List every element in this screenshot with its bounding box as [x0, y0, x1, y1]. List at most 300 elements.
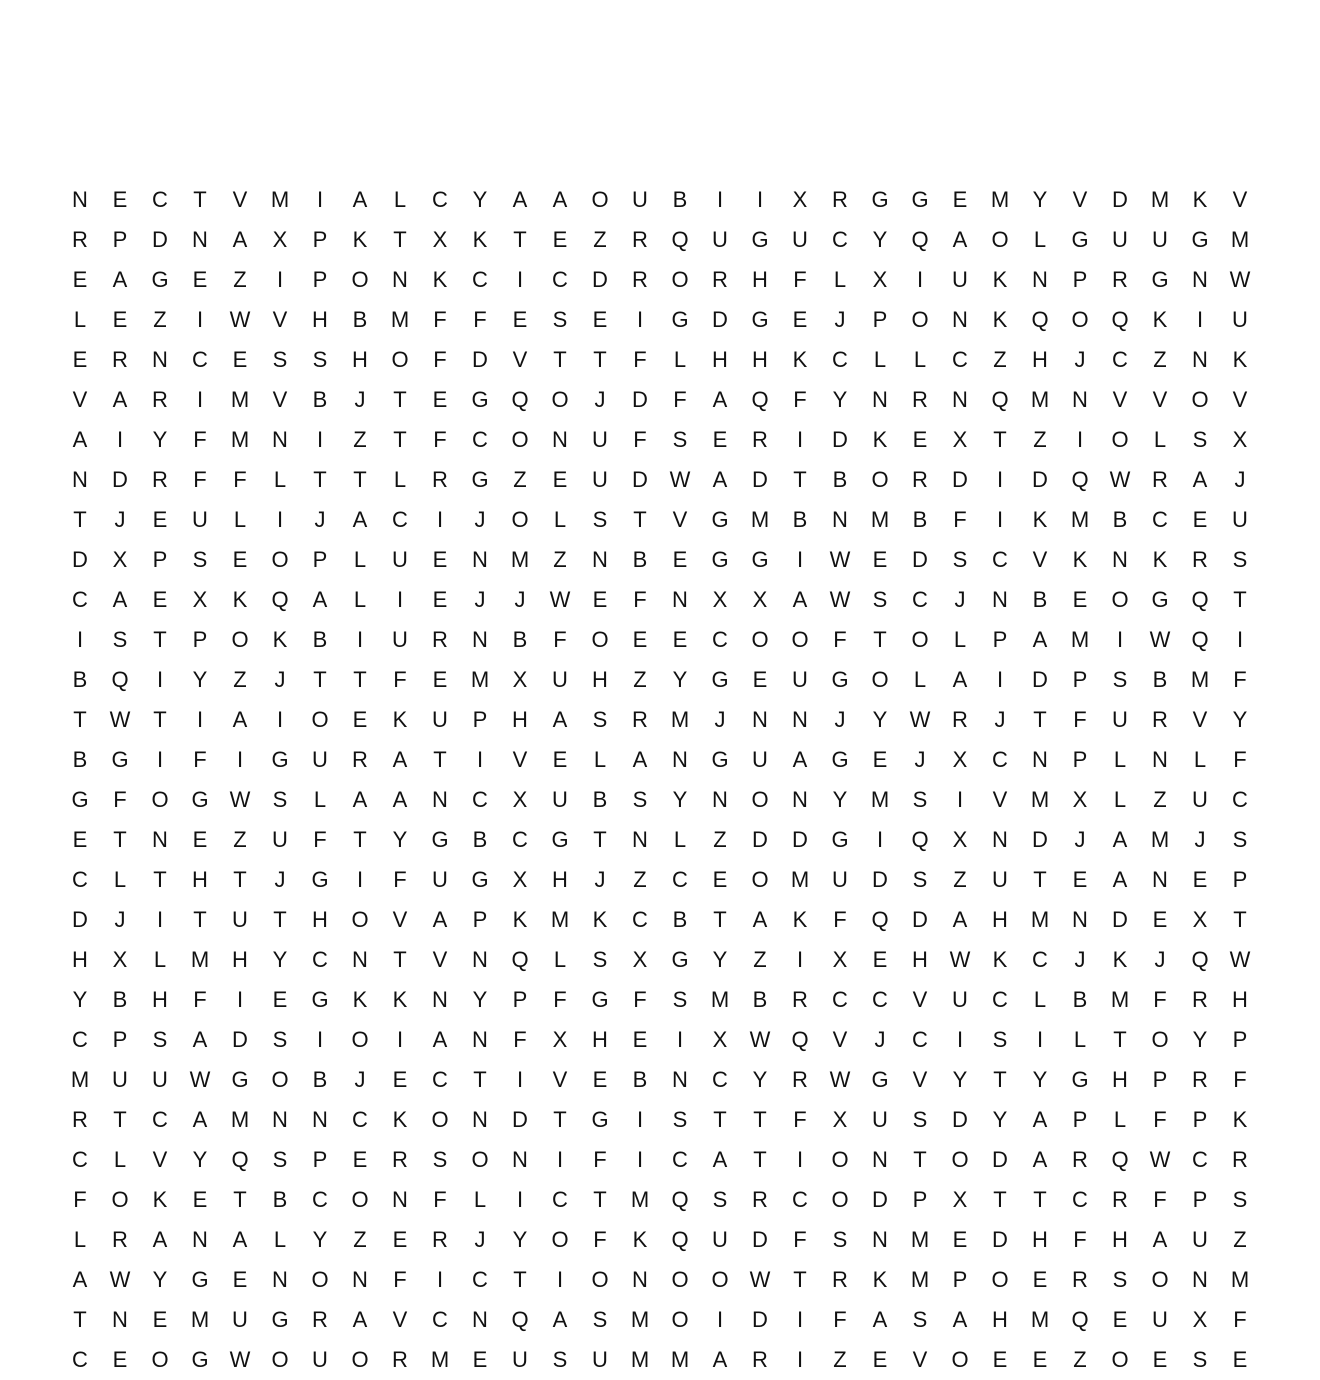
letter-cell[interactable]: A	[352, 1307, 368, 1332]
letter-cell[interactable]: M	[910, 1227, 930, 1252]
letter-cell[interactable]: K	[1112, 947, 1128, 972]
letter-cell[interactable]: K	[872, 1267, 888, 1292]
letter-cell[interactable]: E	[152, 507, 168, 532]
letter-cell[interactable]: E	[672, 547, 688, 572]
letter-cell[interactable]: N	[352, 1267, 368, 1292]
letter-cell[interactable]: J	[314, 507, 326, 532]
letter-cell[interactable]: T	[593, 347, 607, 372]
letter-cell[interactable]: T	[353, 667, 367, 692]
letter-cell[interactable]: B	[1032, 587, 1048, 612]
letter-cell[interactable]: L	[113, 867, 127, 892]
letter-cell[interactable]: M	[1070, 507, 1090, 532]
letter-cell[interactable]: S	[192, 547, 208, 572]
letter-cell[interactable]: G	[311, 987, 329, 1012]
letter-cell[interactable]: D	[72, 547, 88, 572]
letter-cell[interactable]: J	[474, 507, 486, 532]
letter-cell[interactable]: Q	[1071, 467, 1089, 492]
letter-cell[interactable]: G	[711, 507, 729, 532]
letter-cell[interactable]: D	[1112, 187, 1128, 212]
letter-cell[interactable]: S	[432, 1147, 448, 1172]
letter-cell[interactable]: U	[312, 1347, 328, 1372]
letter-cell[interactable]: O	[1071, 307, 1089, 332]
letter-cell[interactable]: N	[1192, 1267, 1208, 1292]
letter-cell[interactable]: T	[793, 1267, 807, 1292]
letter-cell[interactable]: N	[192, 1227, 208, 1252]
letter-cell[interactable]: X	[752, 587, 768, 612]
letter-cell[interactable]: E	[232, 1267, 248, 1292]
letter-cell[interactable]: J	[514, 587, 526, 612]
letter-cell[interactable]: U	[392, 547, 408, 572]
letter-cell[interactable]: N	[472, 547, 488, 572]
letter-cell[interactable]: I	[996, 667, 1004, 692]
letter-cell[interactable]: A	[352, 507, 368, 532]
letter-cell[interactable]: O	[991, 227, 1009, 252]
letter-cell[interactable]: N	[792, 707, 808, 732]
letter-cell[interactable]: T	[73, 507, 87, 532]
letter-cell[interactable]: R	[1072, 1147, 1088, 1172]
letter-cell[interactable]: U	[1112, 707, 1128, 732]
letter-cell[interactable]: E	[1032, 1347, 1048, 1372]
letter-cell[interactable]: S	[1112, 1267, 1128, 1292]
letter-cell[interactable]: P	[912, 1187, 928, 1212]
letter-cell[interactable]: C	[552, 1187, 568, 1212]
letter-cell[interactable]: H	[592, 1027, 608, 1052]
letter-cell[interactable]: F	[193, 467, 207, 492]
letter-cell[interactable]: M	[1070, 627, 1090, 652]
letter-cell[interactable]: E	[992, 1347, 1008, 1372]
letter-cell[interactable]: G	[431, 827, 449, 852]
letter-cell[interactable]: S	[952, 547, 968, 572]
letter-cell[interactable]: P	[312, 547, 328, 572]
letter-cell[interactable]: Z	[633, 867, 647, 892]
letter-cell[interactable]: Y	[672, 667, 688, 692]
letter-cell[interactable]: E	[72, 347, 88, 372]
letter-cell[interactable]: U	[632, 187, 648, 212]
letter-cell[interactable]: G	[671, 947, 689, 972]
letter-cell[interactable]: E	[72, 267, 88, 292]
letter-cell[interactable]: C	[72, 1027, 88, 1052]
letter-cell[interactable]: Y	[512, 1227, 528, 1252]
letter-cell[interactable]: S	[672, 987, 688, 1012]
letter-cell[interactable]: N	[1152, 747, 1168, 772]
letter-cell[interactable]: P	[992, 627, 1008, 652]
letter-cell[interactable]: I	[436, 507, 444, 532]
letter-cell[interactable]: I	[396, 1027, 404, 1052]
letter-cell[interactable]: B	[312, 387, 328, 412]
letter-cell[interactable]: E	[192, 827, 208, 852]
letter-cell[interactable]: U	[112, 1067, 128, 1092]
letter-cell[interactable]: E	[1232, 1347, 1248, 1372]
letter-cell[interactable]: V	[992, 787, 1008, 812]
letter-cell[interactable]: R	[712, 267, 728, 292]
letter-cell[interactable]: Z	[1233, 1227, 1247, 1252]
letter-cell[interactable]: J	[1194, 827, 1206, 852]
letter-cell[interactable]: Z	[353, 427, 367, 452]
letter-cell[interactable]: Z	[993, 347, 1007, 372]
letter-cell[interactable]: T	[313, 667, 327, 692]
letter-cell[interactable]: X	[792, 187, 808, 212]
letter-cell[interactable]: G	[751, 227, 769, 252]
letter-cell[interactable]: I	[396, 587, 404, 612]
letter-cell[interactable]: K	[792, 907, 808, 932]
letter-cell[interactable]: L	[873, 347, 887, 372]
letter-cell[interactable]: R	[832, 1267, 848, 1292]
letter-cell[interactable]: F	[793, 387, 807, 412]
letter-cell[interactable]: J	[274, 867, 286, 892]
letter-cell[interactable]: R	[1112, 267, 1128, 292]
letter-cell[interactable]: F	[633, 587, 647, 612]
letter-cell[interactable]: N	[792, 787, 808, 812]
letter-cell[interactable]: Y	[952, 1067, 968, 1092]
letter-cell[interactable]: A	[72, 1267, 88, 1292]
letter-cell[interactable]: F	[73, 1187, 87, 1212]
letter-cell[interactable]: F	[193, 987, 207, 1012]
letter-cell[interactable]: F	[833, 627, 847, 652]
letter-cell[interactable]: V	[672, 507, 688, 532]
letter-cell[interactable]: N	[1192, 347, 1208, 372]
letter-cell[interactable]: X	[272, 227, 288, 252]
letter-cell[interactable]: V	[512, 747, 528, 772]
letter-cell[interactable]: N	[472, 627, 488, 652]
letter-cell[interactable]: E	[952, 187, 968, 212]
letter-cell[interactable]: M	[630, 1347, 650, 1372]
letter-cell[interactable]: U	[592, 467, 608, 492]
letter-cell[interactable]: O	[1111, 427, 1129, 452]
letter-cell[interactable]: A	[712, 387, 728, 412]
letter-cell[interactable]: V	[232, 187, 248, 212]
letter-cell[interactable]: A	[1032, 1147, 1048, 1172]
letter-cell[interactable]: N	[192, 227, 208, 252]
letter-cell[interactable]: N	[872, 387, 888, 412]
letter-cell[interactable]: B	[312, 627, 328, 652]
letter-cell[interactable]: O	[351, 1347, 369, 1372]
letter-cell[interactable]: V	[832, 1027, 848, 1052]
letter-cell[interactable]: K	[272, 627, 288, 652]
letter-cell[interactable]: L	[913, 667, 927, 692]
letter-cell[interactable]: X	[832, 947, 848, 972]
letter-cell[interactable]: F	[1233, 1067, 1247, 1092]
letter-cell[interactable]: F	[473, 307, 487, 332]
letter-cell[interactable]: V	[432, 947, 448, 972]
letter-cell[interactable]: J	[1074, 947, 1086, 972]
letter-cell[interactable]: A	[1112, 827, 1128, 852]
letter-cell[interactable]: F	[433, 347, 447, 372]
letter-cell[interactable]: Q	[1071, 1307, 1089, 1332]
letter-cell[interactable]: U	[432, 867, 448, 892]
letter-cell[interactable]: P	[112, 1027, 128, 1052]
letter-cell[interactable]: F	[113, 787, 127, 812]
letter-cell[interactable]: N	[992, 827, 1008, 852]
letter-cell[interactable]: B	[1072, 987, 1088, 1012]
letter-cell[interactable]: C	[472, 267, 488, 292]
letter-cell[interactable]: G	[271, 747, 289, 772]
letter-cell[interactable]: F	[433, 1187, 447, 1212]
letter-cell[interactable]: Z	[833, 1347, 847, 1372]
letter-cell[interactable]: A	[712, 467, 728, 492]
letter-cell[interactable]: T	[753, 1147, 767, 1172]
letter-cell[interactable]: W	[189, 1067, 211, 1092]
letter-cell[interactable]: M	[1150, 827, 1170, 852]
letter-cell[interactable]: U	[552, 667, 568, 692]
letter-cell[interactable]: W	[1229, 267, 1251, 292]
letter-cell[interactable]: Q	[991, 387, 1009, 412]
letter-cell[interactable]: S	[912, 867, 928, 892]
letter-cell[interactable]: R	[632, 707, 648, 732]
letter-cell[interactable]: Y	[872, 707, 888, 732]
letter-cell[interactable]: V	[912, 1067, 928, 1092]
letter-cell[interactable]: I	[276, 507, 284, 532]
letter-cell[interactable]: I	[316, 187, 324, 212]
letter-cell[interactable]: N	[632, 1267, 648, 1292]
letter-cell[interactable]: O	[151, 787, 169, 812]
letter-cell[interactable]: O	[311, 707, 329, 732]
letter-cell[interactable]: J	[954, 587, 966, 612]
letter-cell[interactable]: N	[1192, 267, 1208, 292]
letter-cell[interactable]: E	[632, 627, 648, 652]
letter-cell[interactable]: C	[312, 1187, 328, 1212]
letter-cell[interactable]: W	[109, 707, 131, 732]
letter-cell[interactable]: I	[316, 1027, 324, 1052]
letter-cell[interactable]: U	[152, 1067, 168, 1092]
letter-cell[interactable]: A	[232, 227, 248, 252]
letter-cell[interactable]: U	[232, 1307, 248, 1332]
letter-cell[interactable]: S	[552, 307, 568, 332]
letter-cell[interactable]: X	[112, 547, 128, 572]
letter-cell[interactable]: E	[712, 427, 728, 452]
letter-cell[interactable]: I	[516, 1187, 524, 1212]
letter-cell[interactable]: G	[871, 1067, 889, 1092]
letter-cell[interactable]: C	[912, 1027, 928, 1052]
letter-cell[interactable]: T	[153, 707, 167, 732]
letter-cell[interactable]: E	[192, 267, 208, 292]
letter-cell[interactable]: T	[1033, 707, 1047, 732]
letter-cell[interactable]: O	[591, 187, 609, 212]
letter-cell[interactable]: M	[230, 1107, 250, 1132]
letter-cell[interactable]: L	[553, 947, 567, 972]
letter-cell[interactable]: O	[111, 1187, 129, 1212]
letter-cell[interactable]: G	[271, 1307, 289, 1332]
letter-cell[interactable]: R	[752, 427, 768, 452]
letter-cell[interactable]: O	[471, 1147, 489, 1172]
letter-cell[interactable]: L	[1033, 227, 1047, 252]
letter-cell[interactable]: T	[113, 827, 127, 852]
letter-cell[interactable]: F	[593, 1227, 607, 1252]
letter-cell[interactable]: O	[351, 907, 369, 932]
letter-cell[interactable]: R	[1192, 987, 1208, 1012]
letter-cell[interactable]: G	[471, 467, 489, 492]
letter-cell[interactable]: Y	[192, 667, 208, 692]
letter-cell[interactable]: O	[1151, 1027, 1169, 1052]
letter-cell[interactable]: K	[1232, 347, 1248, 372]
letter-cell[interactable]: A	[232, 707, 248, 732]
letter-cell[interactable]: P	[1192, 1187, 1208, 1212]
letter-cell[interactable]: Z	[593, 227, 607, 252]
letter-cell[interactable]: U	[232, 907, 248, 932]
letter-cell[interactable]: Y	[712, 947, 728, 972]
letter-cell[interactable]: R	[632, 267, 648, 292]
letter-cell[interactable]: W	[669, 467, 691, 492]
letter-cell[interactable]: A	[552, 187, 568, 212]
letter-cell[interactable]: R	[1192, 1067, 1208, 1092]
letter-cell[interactable]: O	[871, 467, 889, 492]
letter-cell[interactable]: F	[1153, 987, 1167, 1012]
letter-cell[interactable]: W	[229, 787, 251, 812]
letter-cell[interactable]: O	[911, 307, 929, 332]
letter-cell[interactable]: I	[996, 467, 1004, 492]
letter-cell[interactable]: D	[992, 1227, 1008, 1252]
letter-cell[interactable]: I	[796, 547, 804, 572]
letter-cell[interactable]: Q	[791, 1027, 809, 1052]
letter-cell[interactable]: P	[1072, 1107, 1088, 1132]
letter-cell[interactable]: K	[992, 947, 1008, 972]
letter-cell[interactable]: C	[632, 907, 648, 932]
letter-cell[interactable]: H	[1232, 987, 1248, 1012]
letter-cell[interactable]: I	[956, 787, 964, 812]
letter-cell[interactable]: A	[392, 787, 408, 812]
letter-cell[interactable]: F	[313, 827, 327, 852]
letter-cell[interactable]: U	[752, 747, 768, 772]
letter-cell[interactable]: G	[1071, 1067, 1089, 1092]
letter-cell[interactable]: V	[152, 1147, 168, 1172]
letter-cell[interactable]: A	[312, 587, 328, 612]
letter-cell[interactable]: G	[711, 547, 729, 572]
letter-cell[interactable]: C	[432, 1307, 448, 1332]
letter-cell[interactable]: K	[392, 987, 408, 1012]
letter-cell[interactable]: W	[1149, 627, 1171, 652]
letter-cell[interactable]: R	[632, 227, 648, 252]
letter-cell[interactable]: E	[1192, 867, 1208, 892]
letter-cell[interactable]: N	[72, 467, 88, 492]
letter-cell[interactable]: C	[1152, 507, 1168, 532]
letter-cell[interactable]: Y	[832, 787, 848, 812]
letter-cell[interactable]: R	[352, 747, 368, 772]
letter-cell[interactable]: I	[276, 707, 284, 732]
letter-cell[interactable]: I	[356, 867, 364, 892]
letter-cell[interactable]: F	[633, 347, 647, 372]
letter-cell[interactable]: L	[913, 347, 927, 372]
letter-cell[interactable]: O	[591, 1267, 609, 1292]
letter-cell[interactable]: I	[956, 1027, 964, 1052]
letter-cell[interactable]: H	[712, 347, 728, 372]
letter-cell[interactable]: F	[673, 387, 687, 412]
letter-cell[interactable]: T	[353, 467, 367, 492]
letter-cell[interactable]: G	[591, 1107, 609, 1132]
letter-cell[interactable]: L	[353, 587, 367, 612]
letter-cell[interactable]: P	[1152, 1067, 1168, 1092]
letter-cell[interactable]: S	[672, 1107, 688, 1132]
letter-cell[interactable]: R	[72, 227, 88, 252]
letter-cell[interactable]: A	[552, 1307, 568, 1332]
letter-cell[interactable]: L	[393, 187, 407, 212]
letter-cell[interactable]: Y	[392, 827, 408, 852]
letter-cell[interactable]: R	[432, 467, 448, 492]
letter-cell[interactable]: T	[113, 1107, 127, 1132]
letter-cell[interactable]: A	[552, 707, 568, 732]
letter-cell[interactable]: L	[473, 1187, 487, 1212]
letter-cell[interactable]: I	[556, 1267, 564, 1292]
letter-cell[interactable]: X	[832, 1107, 848, 1132]
letter-cell[interactable]: Y	[1032, 1067, 1048, 1092]
letter-cell[interactable]: B	[352, 307, 368, 332]
letter-cell[interactable]: L	[553, 507, 567, 532]
letter-cell[interactable]: B	[312, 1067, 328, 1092]
letter-cell[interactable]: I	[796, 1307, 804, 1332]
letter-cell[interactable]: T	[873, 627, 887, 652]
letter-cell[interactable]: S	[592, 707, 608, 732]
letter-cell[interactable]: X	[712, 587, 728, 612]
letter-cell[interactable]: P	[1072, 747, 1088, 772]
letter-cell[interactable]: I	[1036, 1027, 1044, 1052]
letter-cell[interactable]: N	[472, 1027, 488, 1052]
letter-cell[interactable]: Q	[911, 827, 929, 852]
letter-cell[interactable]: Y	[992, 1107, 1008, 1132]
letter-cell[interactable]: O	[351, 1187, 369, 1212]
letter-cell[interactable]: X	[952, 427, 968, 452]
letter-cell[interactable]: G	[831, 827, 849, 852]
letter-cell[interactable]: V	[1032, 547, 1048, 572]
letter-cell[interactable]: F	[953, 507, 967, 532]
letter-cell[interactable]: N	[992, 587, 1008, 612]
letter-cell[interactable]: N	[392, 267, 408, 292]
letter-cell[interactable]: K	[472, 227, 488, 252]
letter-cell[interactable]: J	[714, 707, 726, 732]
letter-cell[interactable]: O	[1111, 1347, 1129, 1372]
letter-cell[interactable]: M	[390, 307, 410, 332]
letter-cell[interactable]: O	[751, 867, 769, 892]
letter-cell[interactable]: T	[233, 1187, 247, 1212]
letter-cell[interactable]: I	[796, 1347, 804, 1372]
letter-cell[interactable]: O	[831, 1187, 849, 1212]
letter-cell[interactable]: J	[1154, 947, 1166, 972]
letter-cell[interactable]: H	[752, 347, 768, 372]
letter-cell[interactable]: U	[192, 507, 208, 532]
letter-cell[interactable]: Z	[633, 667, 647, 692]
letter-cell[interactable]: C	[1232, 787, 1248, 812]
letter-cell[interactable]: O	[151, 1347, 169, 1372]
letter-cell[interactable]: C	[672, 1147, 688, 1172]
letter-cell[interactable]: R	[832, 187, 848, 212]
letter-cell[interactable]: I	[116, 427, 124, 452]
letter-cell[interactable]: C	[992, 747, 1008, 772]
letter-cell[interactable]: F	[393, 1267, 407, 1292]
letter-cell[interactable]: O	[1151, 1267, 1169, 1292]
letter-cell[interactable]: J	[354, 1067, 366, 1092]
letter-cell[interactable]: T	[313, 467, 327, 492]
letter-cell[interactable]: F	[1153, 1187, 1167, 1212]
letter-cell[interactable]: G	[311, 867, 329, 892]
letter-cell[interactable]: H	[192, 867, 208, 892]
letter-cell[interactable]: R	[152, 467, 168, 492]
letter-cell[interactable]: C	[72, 587, 88, 612]
letter-cell[interactable]: U	[1152, 1307, 1168, 1332]
letter-cell[interactable]: E	[232, 347, 248, 372]
letter-cell[interactable]: I	[716, 1307, 724, 1332]
letter-cell[interactable]: T	[273, 907, 287, 932]
letter-cell[interactable]: D	[112, 467, 128, 492]
letter-cell[interactable]: B	[1112, 507, 1128, 532]
letter-cell[interactable]: H	[992, 1307, 1008, 1332]
letter-cell[interactable]: E	[512, 307, 528, 332]
letter-cell[interactable]: T	[353, 827, 367, 852]
letter-cell[interactable]: H	[72, 947, 88, 972]
letter-cell[interactable]: I	[1236, 627, 1244, 652]
letter-cell[interactable]: A	[792, 587, 808, 612]
letter-cell[interactable]: S	[1232, 827, 1248, 852]
letter-cell[interactable]: N	[152, 347, 168, 372]
letter-cell[interactable]: S	[1192, 427, 1208, 452]
letter-cell[interactable]: I	[1196, 307, 1204, 332]
letter-cell[interactable]: H	[312, 307, 328, 332]
